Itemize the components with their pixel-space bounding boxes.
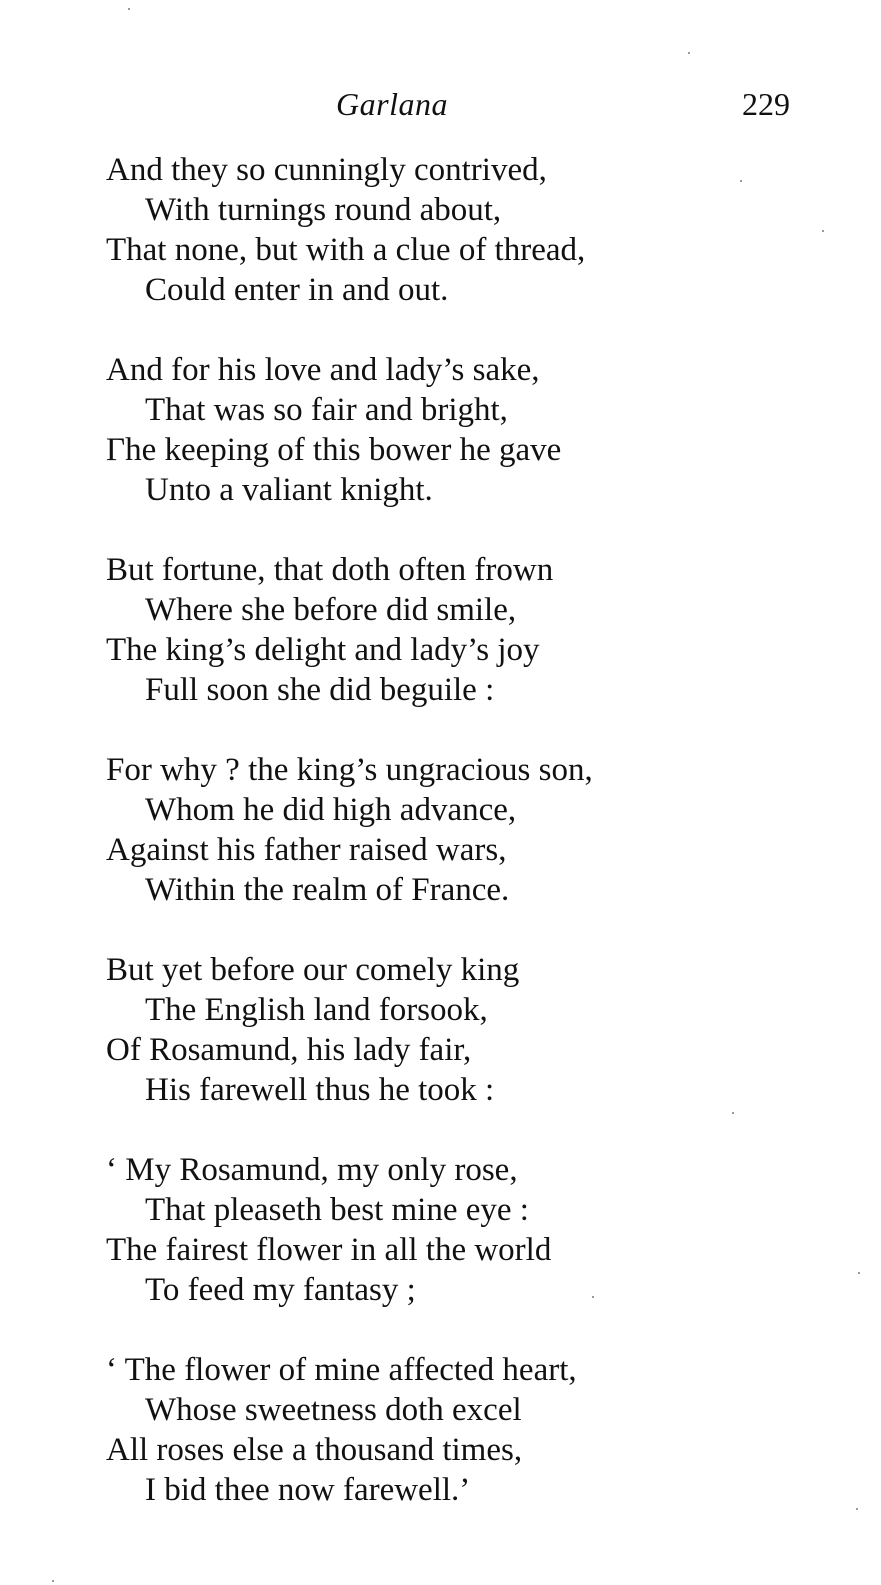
- poem-line: And for his love and lady’s sake,: [106, 352, 540, 388]
- running-title: Garlana: [336, 86, 448, 122]
- poem-line: Whose sweetness doth excel: [145, 1392, 522, 1428]
- poem-line: That was so fair and bright,: [145, 392, 508, 428]
- poem-line: Could enter in and out.: [145, 272, 449, 308]
- stanza-3: [106, 550, 826, 710]
- poem-line: With turnings round about,: [145, 192, 502, 228]
- poem: [106, 150, 826, 1550]
- poem-line: ‘ The flower of mine affected heart,: [106, 1352, 577, 1388]
- poem-line: His farewell thus he took :: [145, 1072, 495, 1108]
- scan-speck: [856, 1508, 858, 1510]
- scan-speck: [740, 180, 742, 182]
- scan-speck: [52, 1580, 54, 1582]
- scan-speck: [592, 1296, 594, 1298]
- poem-line: Where she before did smile,: [145, 592, 517, 628]
- scan-speck: [688, 52, 690, 54]
- scan-speck: [858, 1272, 860, 1274]
- poem-line: Against his father raised wars,: [106, 832, 507, 868]
- poem-line: Within the realm of France.: [145, 872, 510, 908]
- page-number: 229: [742, 86, 790, 122]
- poem-line: To feed my fantasy ;: [145, 1272, 416, 1308]
- poem-line: The English land forsook,: [145, 992, 488, 1028]
- stanza-1: [106, 150, 826, 310]
- scan-speck: [128, 8, 130, 10]
- poem-line: For why ? the king’s ungracious son,: [106, 752, 593, 788]
- scan-speck: [822, 230, 824, 232]
- stanza-7: [106, 1350, 826, 1510]
- scan-speck: [732, 1112, 734, 1114]
- poem-line: Of Rosamund, his lady fair,: [106, 1032, 472, 1068]
- poem-line: But fortune, that doth often frown: [106, 552, 554, 588]
- poem-line: And they so cunningly contrived,: [106, 152, 547, 188]
- poem-line: That none, but with a clue of thread,: [106, 232, 586, 268]
- stanza-4: [106, 750, 826, 910]
- poem-line: Full soon she did beguile :: [145, 672, 495, 708]
- poem-line: I bid thee now farewell.’: [145, 1472, 471, 1508]
- poem-line: The fairest flower in all the world: [106, 1232, 552, 1268]
- stanza-2: [106, 350, 826, 510]
- poem-line: The king’s delight and lady’s joy: [106, 632, 540, 668]
- poem-line: But yet before our comely king: [106, 952, 520, 988]
- stanza-6: [106, 1150, 826, 1310]
- poem-line: That pleaseth best mine eye :: [145, 1192, 529, 1228]
- poem-line: All roses else a thousand times,: [106, 1432, 523, 1468]
- poem-line: ‘ My Rosamund, my only rose,: [106, 1152, 518, 1188]
- poem-line: Unto a valiant knight.: [145, 472, 433, 508]
- poem-line: Γhe keeping of this bower he gave: [106, 432, 562, 468]
- poem-line: Whom he did high advance,: [145, 792, 517, 828]
- stanza-5: [106, 950, 826, 1110]
